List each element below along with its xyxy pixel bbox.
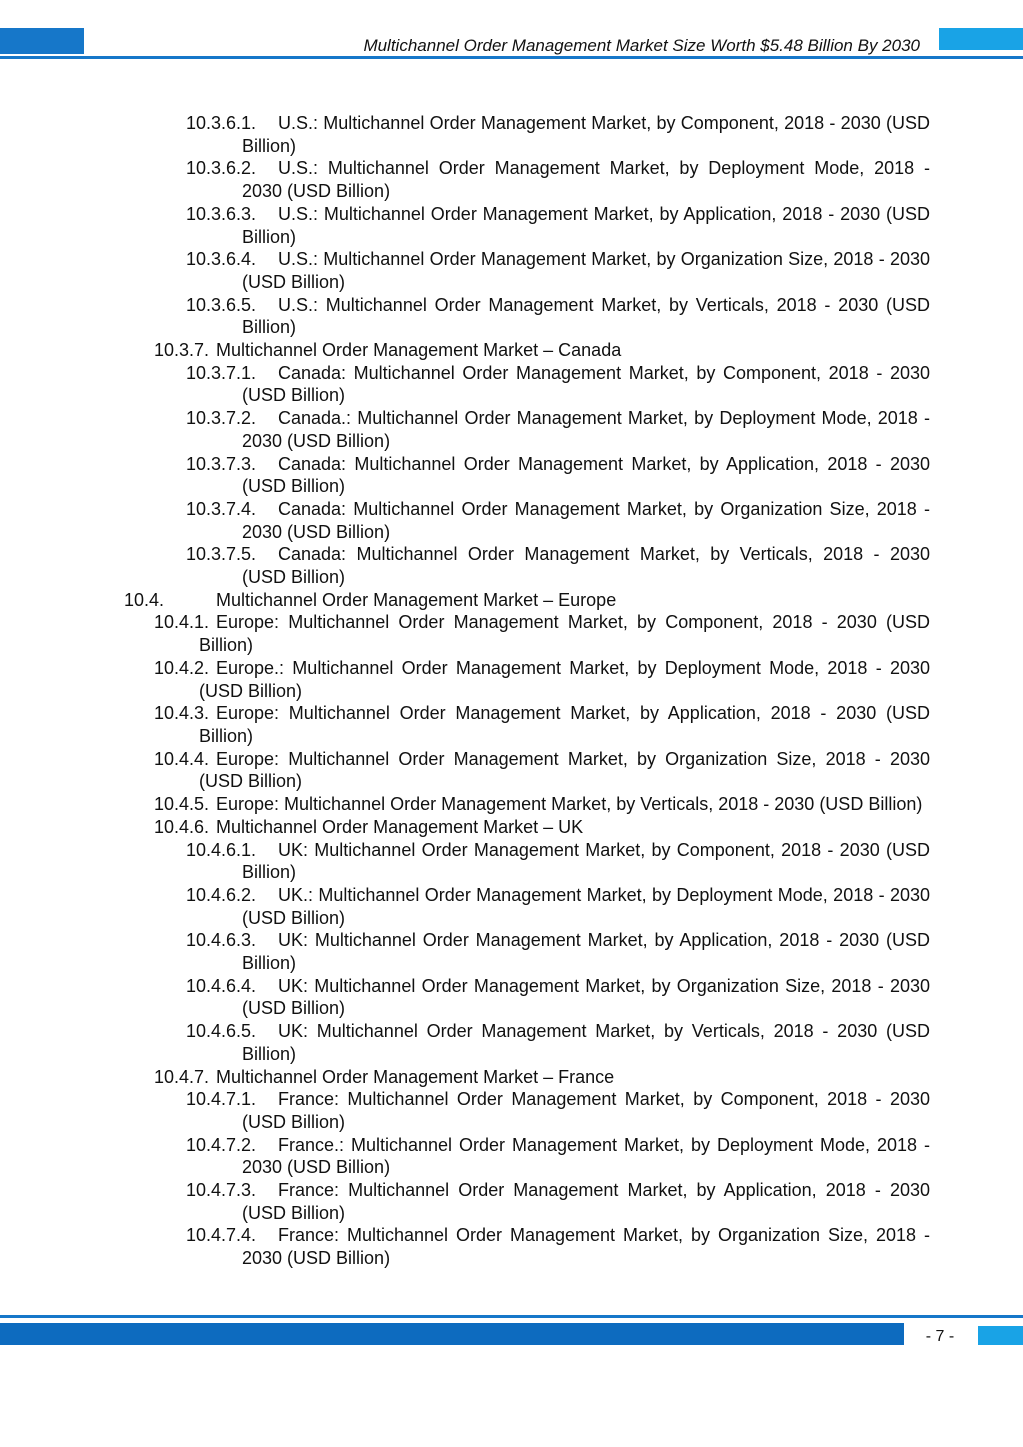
toc-entry-title: Canada: Multichannel Order Management Market, by Verticals, 2018 - 2030 (USD Billion) <box>242 544 930 588</box>
toc-entry <box>0 884 930 929</box>
footer-block-right <box>978 1326 1023 1345</box>
toc-entry-title: UK: Multichannel Order Management Market, by Verticals, 2018 - 2030 (USD Billion) <box>242 1021 930 1064</box>
toc-entry-title: U.S.: Multichannel Order Management Market, by Application, 2018 - 2030 (USD Billion) <box>242 203 930 247</box>
toc-entry-title: Canada: Multichannel Order Management Market, by Component, 2018 - 2030 (USD Billion) <box>242 362 930 406</box>
toc-entry <box>0 929 930 974</box>
toc-entry-number: 10.3.6.1. <box>186 113 257 133</box>
toc-entry-title: Europe: Multichannel Order Management Market, by Verticals, 2018 - 2030 (USD Billion) <box>216 794 923 815</box>
toc-entry-number: 10.4.6.2. <box>186 884 257 905</box>
toc-entry-title: Multichannel Order Management Market – Canada <box>216 340 622 361</box>
toc-entry-title: Europe.: Multichannel Order Management Market, by Deployment Mode, 2018 - 2030 (USD Billion) <box>199 657 930 701</box>
toc-entry-title: France: Multichannel Order Management Market, by Component, 2018 - 2030 (USD Billion) <box>242 1089 930 1132</box>
toc-entry-title: Europe: Multichannel Order Management Market, by Organization Size, 2018 - 2030 (USD Billion) <box>199 748 930 792</box>
toc-entry-number: 10.3.6.5. <box>186 294 257 315</box>
toc-entry-number: 10.3.7.3. <box>186 453 257 474</box>
toc-entry-title: UK.: Multichannel Order Management Market, by Deployment Mode, 2018 - 2030 (USD Billion) <box>242 884 930 928</box>
toc-entry-number: 10.4.1. <box>154 612 210 633</box>
toc-entry-title: U.S.: Multichannel Order Management Market, by Verticals, 2018 - 2030 (USD Billion) <box>242 294 930 338</box>
toc-entry <box>0 248 930 293</box>
toc-entry-title: U.S.: Multichannel Order Management Market, by Organization Size, 2018 - 2030 (USD Billion) <box>242 249 930 292</box>
header-rule <box>0 56 1023 59</box>
toc-entry-number: 10.4.6.4. <box>186 975 257 996</box>
toc-entry-number: 10.3.6.3. <box>186 203 257 224</box>
toc-entry-number: 10.3.6.2. <box>186 158 257 179</box>
toc-entry-number: 10.4.6.5. <box>186 1021 257 1042</box>
toc-entry-number: 10.4.7.2. <box>186 1134 257 1155</box>
toc-entry <box>0 157 930 202</box>
toc-entry-number: 10.3.7.2. <box>186 408 257 429</box>
toc-entry-number: 10.3.7.5. <box>186 544 257 565</box>
toc-entry <box>0 1224 930 1269</box>
toc-entry-title: France: Multichannel Order Management Market, by Application, 2018 - 2030 (USD Billion) <box>242 1180 930 1223</box>
toc-entry <box>0 1179 930 1224</box>
toc-entry-title: UK: Multichannel Order Management Market, by Organization Size, 2018 - 2030 (USD Billion) <box>242 975 930 1019</box>
toc-entry-number: 10.4.2. <box>154 657 210 678</box>
toc-entry-number: 10.4.7.4. <box>186 1225 257 1246</box>
toc-entry <box>0 611 930 656</box>
toc-entry <box>0 816 930 839</box>
header-block-left <box>0 28 84 54</box>
toc-entry-title: Multichannel Order Management Market – France <box>216 1066 615 1087</box>
toc-entry-title: U.S.: Multichannel Order Management Market, by Deployment Mode, 2018 - 2030 (USD Billion) <box>242 158 930 202</box>
toc-entry-title: Multichannel Order Management Market – Europe <box>216 589 617 610</box>
toc-entry-number: 10.3.6.4. <box>186 249 257 270</box>
toc-entry <box>0 112 930 157</box>
toc-entry-title: France.: Multichannel Order Management Market, by Deployment Mode, 2018 - 2030 (USD Billion) <box>242 1134 930 1178</box>
toc-entry-title: Canada: Multichannel Order Management Market, by Application, 2018 - 2030 (USD Billion) <box>242 453 930 497</box>
toc-entry-number: 10.3.7.4. <box>186 498 257 519</box>
toc-entry-number: 10.4.6.3. <box>186 930 257 951</box>
toc-entry <box>0 407 930 452</box>
footer-rule <box>0 1315 1023 1318</box>
toc-entry-title: Europe: Multichannel Order Management Market, by Application, 2018 - 2030 (USD Billion) <box>199 703 930 746</box>
toc-entry-number: 10.4.5. <box>154 794 210 815</box>
toc-entry-title: UK: Multichannel Order Management Market, by Component, 2018 - 2030 (USD Billion) <box>242 839 930 883</box>
toc-entry-title: Canada.: Multichannel Order Management Market, by Deployment Mode, 2018 - 2030 (USD Billion) <box>242 408 930 451</box>
toc-entry <box>0 453 930 498</box>
toc-entry-title: Canada: Multichannel Order Management Market, by Organization Size, 2018 - 2030 (USD Billion) <box>242 498 930 542</box>
toc-entry <box>0 294 930 339</box>
header-block-right <box>939 28 1023 50</box>
toc-entry-title: Europe: Multichannel Order Management Market, by Component, 2018 - 2030 (USD Billion) <box>199 612 930 656</box>
toc-entry <box>0 543 930 588</box>
toc-entry-number: 10.4.6. <box>154 816 210 837</box>
toc-entry-title: France: Multichannel Order Management Market, by Organization Size, 2018 - 2030 (USD Billion) <box>242 1225 930 1269</box>
toc-entry <box>0 1066 930 1089</box>
toc-entry-number: 10.4.7.1. <box>186 1089 257 1110</box>
table-of-contents <box>0 112 1023 1270</box>
toc-entry <box>0 203 930 248</box>
toc-entry <box>0 975 930 1020</box>
toc-entry <box>0 748 930 793</box>
toc-entry-number: 10.4.3. <box>154 703 210 724</box>
toc-entry-number: 10.4.7.3. <box>186 1180 257 1201</box>
toc-entry <box>0 362 930 407</box>
toc-entry <box>0 498 930 543</box>
toc-entry <box>0 657 930 702</box>
page-header-title: Multichannel Order Management Market Size Worth $5.48 Billion By 2030 <box>363 36 920 55</box>
toc-entry <box>0 1088 930 1133</box>
toc-entry-title: U.S.: Multichannel Order Management Market, by Component, 2018 - 2030 (USD Billion) <box>242 113 930 156</box>
toc-entry <box>0 1020 930 1065</box>
toc-entry <box>0 1134 930 1179</box>
toc-entry <box>0 839 930 884</box>
toc-entry-title: Multichannel Order Management Market – UK <box>216 816 584 837</box>
toc-entry-title: UK: Multichannel Order Management Market, by Application, 2018 - 2030 (USD Billion) <box>242 930 930 974</box>
toc-entry-number: 10.4. <box>124 589 165 610</box>
toc-entry <box>0 339 930 362</box>
toc-entry <box>0 793 930 816</box>
footer-bar <box>0 1323 904 1345</box>
page-number: - 7 - <box>925 1328 955 1345</box>
toc-entry <box>0 702 930 747</box>
toc-entry-number: 10.3.7.1. <box>186 362 257 383</box>
toc-entry-number: 10.4.6.1. <box>186 839 257 860</box>
toc-entry-number: 10.4.7. <box>154 1066 210 1087</box>
toc-entry <box>0 589 930 612</box>
toc-entry-number: 10.3.7. <box>154 340 210 361</box>
toc-entry-number: 10.4.4. <box>154 748 210 769</box>
